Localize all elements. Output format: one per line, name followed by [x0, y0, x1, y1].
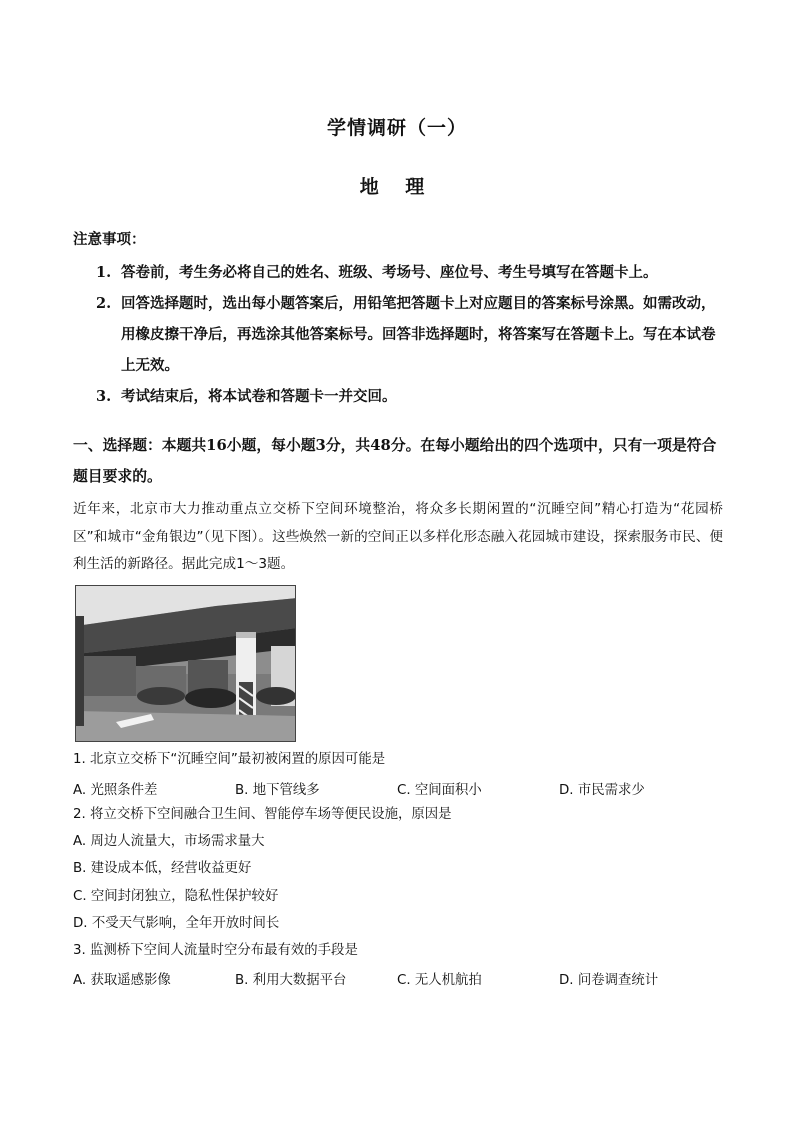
- notice-item-text: 答卷前，考生务必将自己的姓名、班级、考场号、座位号、考生号填写在答题卡上。: [121, 264, 658, 281]
- exam-subject: [0, 172, 794, 199]
- option: A. 光照条件差: [73, 783, 158, 798]
- notice-item: [96, 381, 726, 412]
- question-stem: 3. 监测桥下空间人流量时空分布最有效的手段是: [73, 943, 358, 958]
- option: D. 市民需求少: [559, 783, 645, 798]
- option: B. 建设成本低，经营收益更好: [73, 861, 252, 876]
- option: A. 周边人流量大，市场需求量大: [73, 834, 265, 849]
- notice-item-text: 考试结束后，将本试卷和答题卡一并交回。: [121, 388, 397, 405]
- passage-text: 近年来，北京市大力推动重点立交桥下空间环境整治，将众多长期闲置的“沉睡空间”精心打造为“花园桥区”和城市“金角银边”（见下图）。这些焕然一新的空间正以多样化形态融入花园城市建设，探索服务市民、便利生活的新路径。据此完成1～3题。: [73, 501, 723, 572]
- option: D. 不受天气影响，全年开放时间长: [73, 916, 280, 931]
- option: C. 空间封闭独立，隐私性保护较好: [73, 889, 279, 904]
- question-stem: 2. 将立交桥下空间融合卫生间、智能停车场等便民设施，原因是: [73, 807, 452, 822]
- option-row: [73, 969, 723, 987]
- notice-item-number: 1.: [96, 264, 112, 281]
- subject-text: 地 理: [359, 176, 435, 198]
- exam-title: 学情调研（一）: [326, 117, 467, 139]
- option: C. 无人机航拍: [397, 973, 482, 988]
- notice-heading: 注意事项：: [73, 231, 146, 248]
- notice-item-text: 回答选择题时，选出每小题答案后，用铅笔把答题卡上对应题目的答案标号涂黑。如需改动，用橡皮擦干净后，再选涂其他答案标号。回答非选择题时，将答案写在答题卡上。写在本试卷上无效。: [121, 295, 716, 374]
- section-heading: 一、选择题：本题共16小题，每小题3分，共48分。在每小题给出的四个选项中，只有一项是符合题目要求的。: [73, 437, 717, 485]
- notice-item-number: 3.: [96, 388, 112, 405]
- option: B. 利用大数据平台: [235, 973, 347, 988]
- option-row: [73, 779, 723, 797]
- notice-item: [96, 288, 726, 381]
- question-stem: 1. 北京立交桥下“沉睡空间”最初被闲置的原因可能是: [73, 752, 386, 767]
- option: A. 获取遥感影像: [73, 973, 171, 988]
- option: B. 地下管线多: [235, 783, 320, 798]
- option: C. 空间面积小: [397, 783, 482, 798]
- bridge-photo-graphic: [76, 586, 296, 742]
- notice-item-number: 2.: [96, 295, 112, 312]
- notice-item: [96, 257, 726, 288]
- bridge-underpass-photo: [75, 585, 296, 742]
- option: D. 问卷调查统计: [559, 973, 659, 988]
